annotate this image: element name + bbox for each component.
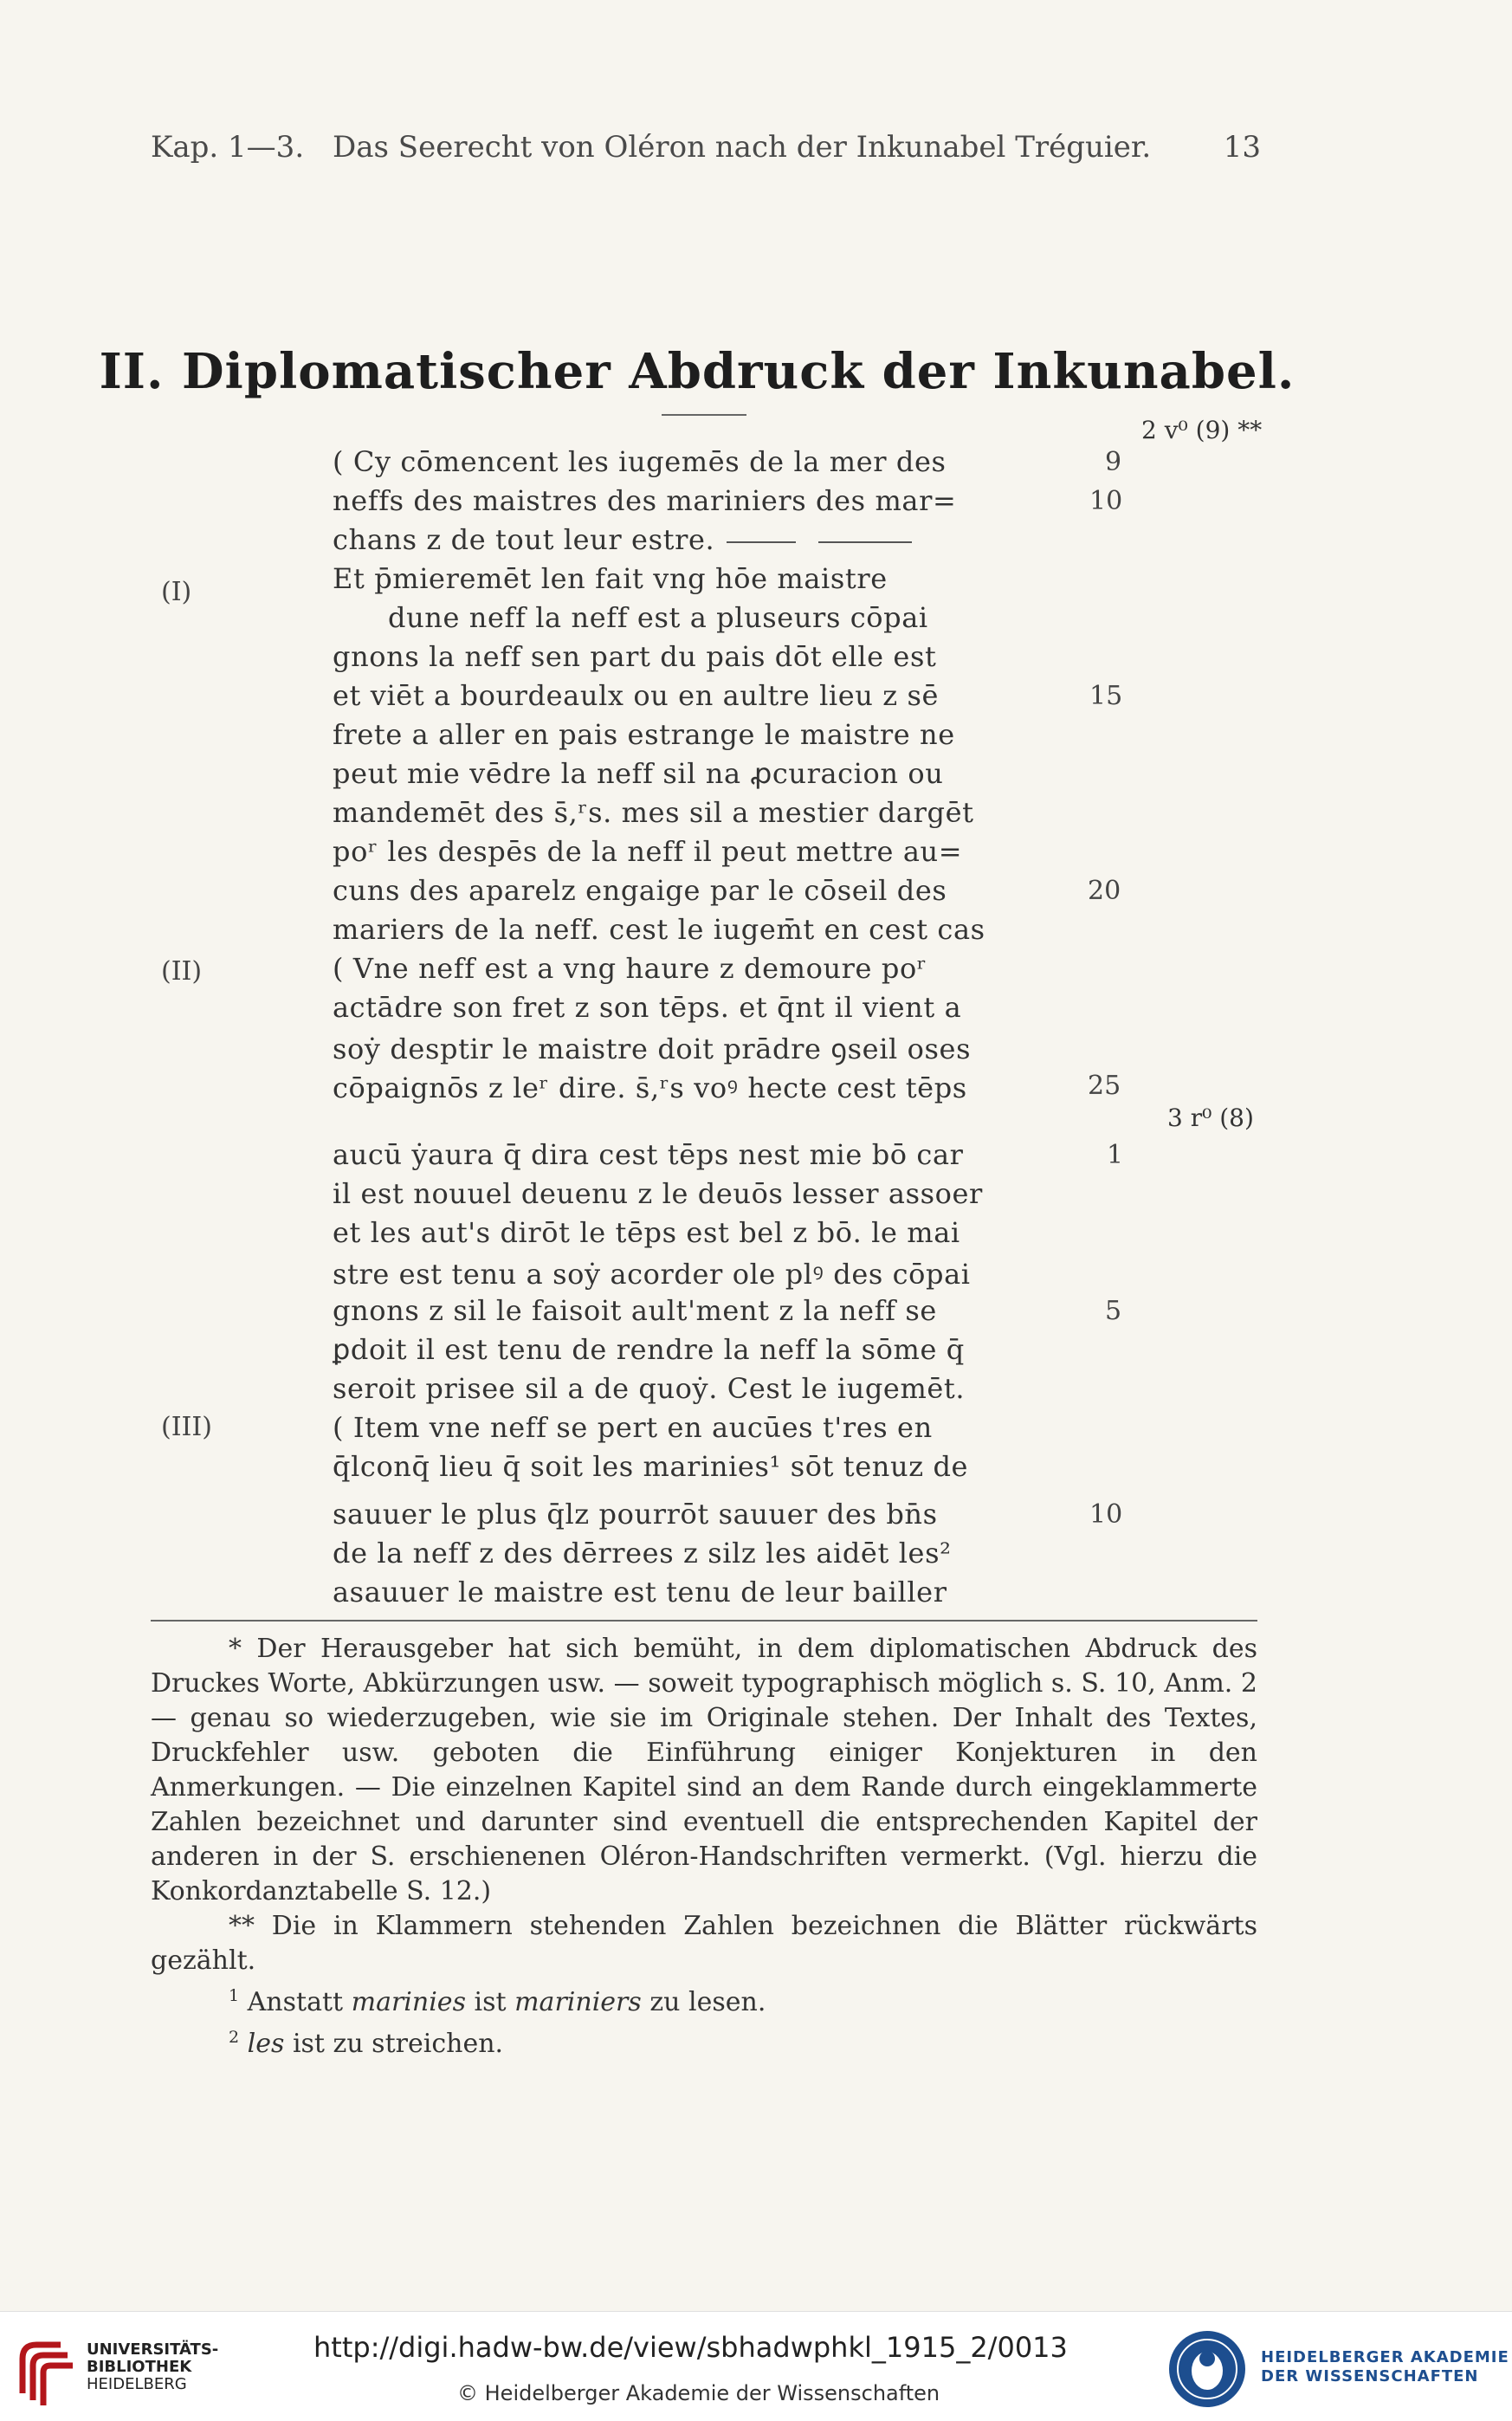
footnote-rule	[151, 1620, 1257, 1622]
line-number: 10	[1089, 1499, 1123, 1530]
academy-name	[1261, 2348, 1509, 2386]
text-line: dune neff la neff est a pluseurs cōpai	[388, 601, 928, 634]
chapter-ref: Kap. 1—3.	[151, 130, 305, 165]
line-number: 5	[1105, 1296, 1122, 1326]
text-line: asauuer le maistre est tenu de leur bailler	[333, 1576, 947, 1609]
text-line: ( Cy cōmencent les iugemēs de la mer des	[333, 445, 947, 478]
footnote-1-text: ist	[474, 1987, 507, 2017]
text-line: il est nouuel deuenu z le deuōs lesser assoer	[333, 1177, 983, 1210]
text-line-content: chans z de tout leur estre.	[333, 523, 715, 556]
line-number: 10	[1089, 486, 1123, 516]
text-line: mandemēt des s̄,ʳs. mes sil a mestier dargēt	[333, 796, 974, 829]
text-line: et les aut's dirōt le tēps est bel z bō. le mai	[333, 1216, 960, 1249]
text-line: actādre son fret z son tēps. et q̄nt il vient a	[333, 991, 962, 1024]
text-line	[333, 523, 912, 556]
line-number: 1	[1107, 1140, 1124, 1170]
text-line: q̄lconq̄ lieu q̄ soit les marinies¹ sōt tenuz de	[333, 1450, 969, 1483]
footnote-1-text: zu lesen.	[649, 1987, 766, 2017]
chapter-label-3: (III)	[161, 1412, 212, 1442]
permalink[interactable]: http://digi.hadw-bw.de/view/sbhadwphkl_1915_2/0013	[313, 2331, 1068, 2364]
text-line: Et p̄mieremēt len fait vng hōe maistre	[333, 562, 888, 595]
viewer-footer	[0, 2311, 1512, 2421]
footnote-star-2: ** Die in Klammern stehenden Zahlen bezeichnen die Blätter rückwärts gezählt.	[151, 1911, 1257, 1976]
footnote-star-1: * Der Herausgeber hat sich bemüht, in dem diplomatischen Abdruck des Druckes Worte, Abkürzungen usw. — soweit typographisch möglich s. S. 10, Anm. 2 — genau so wiederzugeben, wie sie im Originale stehen. Der Inhalt des Textes, Druckfehler usw. geboten die Einführung einiger Konjekturen in den Anmerkungen. — Die einzelnen Kapitel sind an dem Rande durch eingeklammerte Zahlen bezeichnet und darunter sind eventuell die entsprechenden Kapitel der anderen in der S. erschienenen Oléron-Handschriften vermerkt. (Vgl. hierzu die Konkordanztabelle S. 12.)	[151, 1634, 1257, 1906]
text-line: de la neff z des dērrees z silz les aidēt les²	[333, 1537, 952, 1570]
library-name	[87, 2341, 218, 2393]
footnote-1-term: marinies	[351, 1987, 466, 2017]
text-line: et viēt a bourdeaulx ou en aultre lieu z sē	[333, 679, 940, 712]
copyright-notice: © Heidelberger Akademie der Wissenschaften	[457, 2381, 940, 2405]
dash-rule	[818, 541, 912, 543]
text-line: sauuer le plus q̄lz pourrōt sauuer des bn̄s	[333, 1498, 938, 1531]
footnote-2-term: les	[247, 2029, 285, 2059]
academy-name-line: HEIDELBERGER AKADEMIE	[1261, 2348, 1509, 2366]
text-line: neffs des maistres des mariniers des mar=	[333, 484, 957, 517]
text-line: soẏ desptir le maistre doit prādre ꝯseil oses	[333, 1032, 972, 1065]
running-title: Das Seerecht von Oléron nach der Inkunabel Tréguier.	[333, 130, 1152, 165]
text-line: aucū ẏaura q̄ dira cest tēps nest mie bō car	[333, 1138, 964, 1171]
academy-name-line: DER WISSENSCHAFTEN	[1261, 2367, 1479, 2385]
library-name-line: UNIVERSITÄTS-	[87, 2340, 219, 2359]
text-line: gnons la neff sen part du pais dōt elle est	[333, 640, 937, 673]
footnote-1-text: Anstatt	[247, 1987, 344, 2017]
section-title: II. Diplomatischer Abdruck der Inkunabel.	[99, 343, 1296, 400]
text-line: gnons z sil le faisoit ault'ment z la neff se	[333, 1294, 937, 1327]
text-line: mariers de la neff. cest le iugem̄t en cest cas	[333, 913, 985, 946]
text-line: peut mie vēdre la neff sil na ꝓcuracion ou	[333, 757, 944, 790]
page-number: 13	[1223, 130, 1261, 165]
text-line: stre est tenu a soẏ acorder ole plꝰ des cōpai	[333, 1258, 971, 1291]
academy-seal-logo	[1167, 2329, 1247, 2409]
footnote-1-term: mariniers	[514, 1987, 642, 2017]
text-line: poʳ les despēs de la neff il peut mettre au=	[333, 835, 963, 868]
text-line: cōpaignōs z leʳ dire. s̄,ʳs voꝰ hecte cest tēps	[333, 1071, 967, 1104]
text-line: cuns des aparelz engaige par le cōseil des	[333, 874, 947, 907]
sheet-ref-2: 3 r⁰ (8)	[1167, 1104, 1254, 1132]
line-number: 25	[1088, 1071, 1121, 1101]
line-number: 20	[1088, 876, 1121, 906]
text-line: ꝑdoit il est tenu de rendre la neff la sōme q̄	[333, 1333, 965, 1366]
university-library-logo	[16, 2333, 76, 2407]
text-line: seroit prisee sil a de quoẏ. Cest le iugemēt.	[333, 1372, 966, 1405]
sheet-ref-1: 2 v⁰ (9) **	[1141, 416, 1263, 444]
footnote-1: $^1$ Anstatt marinies ist mariniers zu lesen.	[229, 1986, 766, 2017]
dash-rule	[727, 541, 796, 543]
library-name-line: HEIDELBERG	[87, 2375, 187, 2393]
library-name-line: BIBLIOTHEK	[87, 2358, 192, 2376]
footnote-2-text: ist zu streichen.	[292, 2029, 504, 2059]
chapter-label-1: (I)	[161, 577, 192, 607]
chapter-label-2: (II)	[161, 956, 203, 987]
running-header	[151, 130, 1261, 170]
line-number: 15	[1089, 681, 1123, 711]
footnote-2: $^2$ les ist zu streichen.	[229, 2028, 504, 2059]
text-line: ( Item vne neff se pert en aucūes t'res en	[333, 1411, 933, 1444]
title-rule	[662, 414, 746, 416]
text-line: frete a aller en pais estrange le maistre ne	[333, 718, 955, 751]
footnotes	[151, 1632, 1257, 2062]
line-number: 9	[1105, 447, 1122, 477]
text-line: ( Vne neff est a vng haure z demoure poʳ	[333, 952, 927, 985]
